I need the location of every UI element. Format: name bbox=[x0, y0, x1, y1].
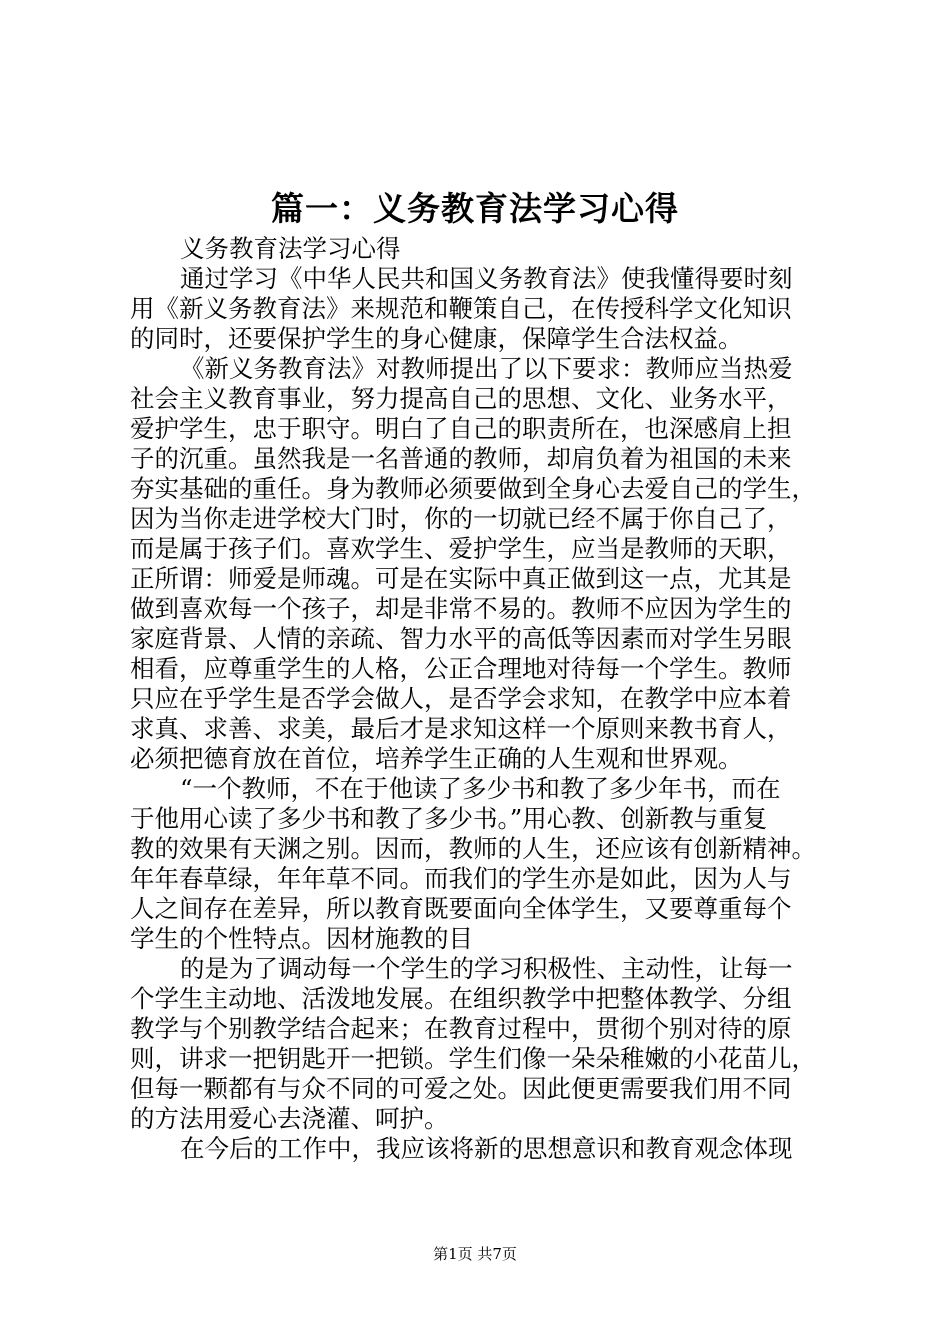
page-title: 篇一：义务教育法学习心得 bbox=[271, 189, 679, 228]
body-line: 爱护学生，忠于职守。明白了自己的职责所在，也深感肩上担 bbox=[130, 414, 792, 443]
body-line: 人之间存在差异，所以教育既要面向全体学生，又要尊重每个 bbox=[130, 894, 792, 923]
body-line: 教学与个别教学结合起来；在教育过程中，贯彻个别对待的原 bbox=[130, 1014, 792, 1043]
body-line: 做到喜欢每一个孩子，却是非常不易的。教师不应因为学生的 bbox=[130, 594, 792, 623]
body-line: 家庭背景、人情的亲疏、智力水平的高低等因素而对学生另眼 bbox=[130, 624, 792, 653]
body-line: 学生的个性特点。因材施教的目 bbox=[130, 924, 473, 953]
body-line: 求真、求善、求美，最后才是求知这样一个原则来教书育人， bbox=[130, 714, 792, 743]
body-line: 义务教育法学习心得 bbox=[180, 234, 401, 263]
body-line: 年年春草绿，年年草不同。而我们的学生亦是如此，因为人与 bbox=[130, 864, 792, 893]
body-line: 则，讲求一把钥匙开一把锁。学生们像一朵朵稚嫩的小花苗儿， bbox=[130, 1044, 816, 1073]
body-line: 的同时，还要保护学生的身心健康，保障学生合法权益。 bbox=[130, 324, 743, 353]
page-footer: 第1页 共7页 bbox=[433, 1245, 517, 1263]
body-line: 正所谓：师爱是师魂。可是在实际中真正做到这一点，尤其是 bbox=[130, 564, 792, 593]
body-line: 的是为了调动每一个学生的学习积极性、主动性，让每一 bbox=[180, 954, 793, 983]
body-line: “一个教师，不在于他读了多少书和教了多少年书，而在 bbox=[180, 774, 781, 803]
body-line: 在今后的工作中，我应该将新的思想意识和教育观念体现 bbox=[180, 1134, 793, 1163]
body-line: 通过学习《中华人民共和国义务教育法》使我懂得要时刻 bbox=[180, 264, 793, 293]
body-line: 《新义务教育法》对教师提出了以下要求：教师应当热爱 bbox=[180, 354, 793, 383]
body-line: 于他用心读了多少书和教了多少书。”用心教、创新教与重复 bbox=[130, 804, 768, 833]
body-line: 相看，应尊重学生的人格，公正合理地对待每一个学生。教师 bbox=[130, 654, 792, 683]
body-line: 教的效果有天渊之别。因而，教师的人生，还应该有创新精神。 bbox=[130, 834, 816, 863]
body-line: 个学生主动地、活泼地发展。在组织教学中把整体教学、分组 bbox=[130, 984, 792, 1013]
body-line: 子的沉重。虽然我是一名普通的教师，却肩负着为祖国的未来 bbox=[130, 444, 792, 473]
body-line: 用《新义务教育法》来规范和鞭策自己，在传授科学文化知识 bbox=[130, 294, 792, 323]
body-line: 社会主义教育事业，努力提高自己的思想、文化、业务水平， bbox=[130, 384, 792, 413]
body-line: 因为当你走进学校大门时，你的一切就已经不属于你自己了， bbox=[130, 504, 792, 533]
body-line: 但每一颗都有与众不同的可爱之处。因此便更需要我们用不同 bbox=[130, 1074, 792, 1103]
body-line: 的方法用爱心去浇灌、呵护。 bbox=[130, 1104, 449, 1133]
body-line: 必须把德育放在首位，培养学生正确的人生观和世界观。 bbox=[130, 744, 743, 773]
body-line: 夯实基础的重任。身为教师必须要做到全身心去爱自己的学生， bbox=[130, 474, 816, 503]
body-line: 而是属于孩子们。喜欢学生、爱护学生，应当是教师的天职， bbox=[130, 534, 792, 563]
body-line: 只应在乎学生是否学会做人，是否学会求知，在教学中应本着 bbox=[130, 684, 792, 713]
